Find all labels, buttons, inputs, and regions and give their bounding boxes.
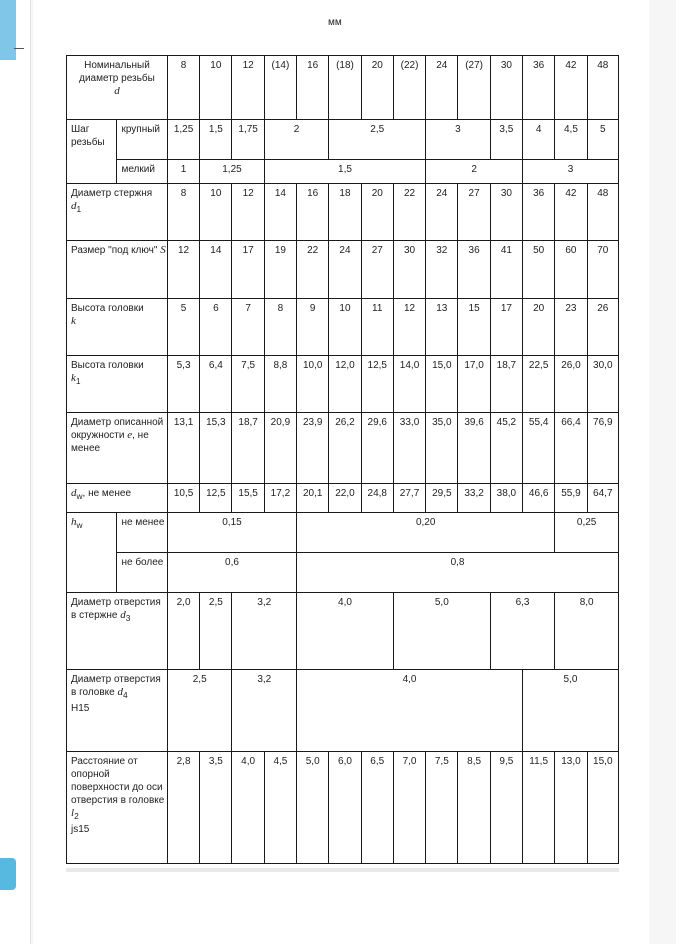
table-cell: 1 xyxy=(167,160,199,184)
table-cell: 0,15 xyxy=(167,513,296,553)
table-row-shank-diameter xyxy=(67,184,619,241)
table-cell: 36 xyxy=(458,241,490,299)
table-cell: 14,0 xyxy=(393,356,425,413)
left-sidebar-rail xyxy=(0,0,31,944)
table-cell: 33,0 xyxy=(393,413,425,484)
table-cell: 32 xyxy=(426,241,458,299)
label-suffix: , не менее xyxy=(71,430,149,454)
table-cell: 20 xyxy=(361,184,393,241)
table-cell: 27 xyxy=(458,184,490,241)
row-label xyxy=(67,184,168,241)
table-cell: 15,3 xyxy=(200,413,232,484)
table-cell: 41 xyxy=(490,241,522,299)
table-cell: 18,7 xyxy=(490,356,522,413)
table-cell: 0,6 xyxy=(167,553,296,593)
table-cell: 6 xyxy=(200,299,232,356)
table-cell: 15,5 xyxy=(232,484,264,513)
symbol-subscript: w xyxy=(76,520,83,530)
tolerance: H15 xyxy=(71,703,90,714)
table-cell: 48 xyxy=(587,184,618,241)
table-cell: 12 xyxy=(167,241,199,299)
table-cell: 10 xyxy=(200,56,232,120)
label-text: Номинальный диаметр резьбы xyxy=(79,60,155,84)
table-cell: 8 xyxy=(167,184,199,241)
table-cell: 29,5 xyxy=(426,484,458,513)
sub-label: мелкий xyxy=(117,160,167,184)
row-label xyxy=(67,241,168,299)
table-cell: 3,5 xyxy=(490,120,522,160)
symbol-subscript: 1 xyxy=(75,376,81,386)
symbol-subscript: 2 xyxy=(74,811,79,821)
table-cell: 2 xyxy=(264,120,329,160)
symbol: h xyxy=(71,516,77,528)
table-row-circumscribed-diameter xyxy=(67,413,619,484)
label-text: Диаметр отверстия в головке xyxy=(71,674,161,698)
label-text: Высота головки xyxy=(71,303,144,314)
sub-label: не более xyxy=(117,553,167,593)
table-cell: 0,25 xyxy=(555,513,619,553)
row-label xyxy=(67,299,168,356)
table-cell: 4,0 xyxy=(232,752,264,864)
table-cell: 12 xyxy=(393,299,425,356)
row-label xyxy=(67,56,168,120)
table-cell: 55,9 xyxy=(555,484,587,513)
label-text: Расстояние от опорной поверхности до оси отверстия в головке xyxy=(71,756,165,806)
row-label xyxy=(67,513,117,593)
table-cell: 13,1 xyxy=(167,413,199,484)
table-cell: 1,25 xyxy=(200,160,265,184)
symbol: d xyxy=(71,487,77,499)
table-row-shank-hole-diameter xyxy=(67,593,619,670)
table-cell: 14 xyxy=(264,184,296,241)
table-cell: 5,0 xyxy=(523,670,619,752)
table-cell: 2,5 xyxy=(167,670,232,752)
symbol: d xyxy=(117,686,124,698)
label-suffix: , не менее xyxy=(82,488,132,499)
table-cell: 12,0 xyxy=(329,356,361,413)
table-cell: 27 xyxy=(361,241,393,299)
table-cell: 4,0 xyxy=(297,593,394,670)
table-cell: (14) xyxy=(264,56,296,120)
table-cell: 2 xyxy=(426,160,523,184)
table-cell: 50 xyxy=(523,241,555,299)
table-cell: 8,8 xyxy=(264,356,296,413)
table-cell: 24 xyxy=(329,241,361,299)
table-cell: 17,2 xyxy=(264,484,296,513)
divider xyxy=(14,48,24,49)
table-cell: 36 xyxy=(523,56,555,120)
table-cell: 27,7 xyxy=(393,484,425,513)
symbol: d xyxy=(120,609,126,621)
table-cell: 13 xyxy=(426,299,458,356)
table-cell: 22 xyxy=(297,241,329,299)
table-cell: 6,3 xyxy=(490,593,555,670)
table-cell: 6,4 xyxy=(200,356,232,413)
table-cell: 1,25 xyxy=(167,120,199,160)
table-cell: 16 xyxy=(297,56,329,120)
table-row-bearing-diameter xyxy=(67,484,619,513)
table-cell: 24 xyxy=(426,184,458,241)
table-cell: 20 xyxy=(361,56,393,120)
tolerance: js15 xyxy=(71,824,90,835)
units-label: мм xyxy=(328,17,342,28)
table-cell: 15,0 xyxy=(426,356,458,413)
table-cell: 26,0 xyxy=(555,356,587,413)
table-cell: 17,0 xyxy=(458,356,490,413)
table-cell: 7,5 xyxy=(426,752,458,864)
table-row-pitch-fine xyxy=(67,160,619,184)
table-cell: 17 xyxy=(490,299,522,356)
table-cell: 1,5 xyxy=(200,120,232,160)
table-cell: 2,8 xyxy=(167,752,199,864)
table-cell: 76,9 xyxy=(587,413,618,484)
table-cell: 5,0 xyxy=(393,593,490,670)
symbol: d xyxy=(114,85,120,97)
table-cell: 42 xyxy=(555,56,587,120)
row-label xyxy=(67,413,168,484)
sidebar-tab[interactable] xyxy=(0,0,16,60)
table-cell: 5,0 xyxy=(297,752,329,864)
page-bottom-strip xyxy=(66,868,619,872)
table-cell: 7,0 xyxy=(393,752,425,864)
table-cell: 7 xyxy=(232,299,264,356)
table-cell: 3,2 xyxy=(232,670,297,752)
table-cell: 10,5 xyxy=(167,484,199,513)
table-cell: (22) xyxy=(393,56,425,120)
table-row-hw-min xyxy=(67,513,619,553)
row-label xyxy=(67,593,168,670)
table-cell: 11,5 xyxy=(523,752,555,864)
table-row-hole-axis-distance xyxy=(67,752,619,864)
sub-label: не менее xyxy=(117,513,167,553)
table-row-pitch-coarse xyxy=(67,120,619,160)
table-row-wrench-size xyxy=(67,241,619,299)
table-cell: 10,0 xyxy=(297,356,329,413)
table-cell: 5 xyxy=(167,299,199,356)
table-cell: 20,9 xyxy=(264,413,296,484)
table-cell: 22,5 xyxy=(523,356,555,413)
table-cell: 23,9 xyxy=(297,413,329,484)
row-label xyxy=(67,670,168,752)
table-cell: 24 xyxy=(426,56,458,120)
table-cell: 19 xyxy=(264,241,296,299)
symbol: k xyxy=(71,315,76,327)
table-cell: 8 xyxy=(264,299,296,356)
table-cell: 3,5 xyxy=(200,752,232,864)
symbol-subscript: 3 xyxy=(125,613,131,623)
table-cell: 4,0 xyxy=(297,670,523,752)
label-text: Высота головки xyxy=(71,360,144,371)
table-cell: 26 xyxy=(587,299,618,356)
table-cell: 42 xyxy=(555,184,587,241)
table-cell: 5,3 xyxy=(167,356,199,413)
table-row-head-height xyxy=(67,299,619,356)
table-cell: 7,5 xyxy=(232,356,264,413)
table-row-nominal-diameter xyxy=(67,56,619,120)
table-cell: 8,5 xyxy=(458,752,490,864)
table-cell: 4 xyxy=(523,120,555,160)
table-cell: 2,0 xyxy=(167,593,199,670)
table-cell: 22 xyxy=(393,184,425,241)
table-cell: (27) xyxy=(458,56,490,120)
table-cell: 8,0 xyxy=(555,593,619,670)
table-row-head-hole-diameter xyxy=(67,670,619,752)
table-cell: 33,2 xyxy=(458,484,490,513)
table-cell: 5 xyxy=(587,120,618,160)
table-cell: 2,5 xyxy=(200,593,232,670)
row-label: Шаг резьбы xyxy=(67,120,117,184)
label-text: Диаметр описанной окружности xyxy=(71,417,164,441)
table-cell: 10 xyxy=(200,184,232,241)
table-cell: 30 xyxy=(393,241,425,299)
row-label xyxy=(67,484,168,513)
table-cell: 1,75 xyxy=(232,120,264,160)
table-row-head-height-k1 xyxy=(67,356,619,413)
table-cell: 6,5 xyxy=(361,752,393,864)
dimensions-table xyxy=(66,55,619,864)
table-cell: 24,8 xyxy=(361,484,393,513)
table-cell: 39,6 xyxy=(458,413,490,484)
table-cell: 3,2 xyxy=(232,593,297,670)
label-text: Размер "под ключ" xyxy=(71,245,158,256)
table-cell: 11 xyxy=(361,299,393,356)
table-cell: 10 xyxy=(329,299,361,356)
table-cell: 70 xyxy=(587,241,618,299)
table-cell: 15 xyxy=(458,299,490,356)
sub-label: крупный xyxy=(117,120,167,160)
table-cell: 23 xyxy=(555,299,587,356)
symbol-subscript: w xyxy=(76,491,83,501)
symbol: d xyxy=(71,200,77,212)
table-cell: 15,0 xyxy=(587,752,618,864)
table-cell: 30 xyxy=(490,56,522,120)
table-cell: 45,2 xyxy=(490,413,522,484)
table-cell: 0,8 xyxy=(297,553,619,593)
table-cell: 20,1 xyxy=(297,484,329,513)
table-cell: 3 xyxy=(426,120,491,160)
table-cell: 14 xyxy=(200,241,232,299)
table-cell: 35,0 xyxy=(426,413,458,484)
table-cell: 26,2 xyxy=(329,413,361,484)
table-cell: 17 xyxy=(232,241,264,299)
symbol: l xyxy=(71,807,75,819)
symbol: k xyxy=(71,372,76,384)
table-cell: 55,4 xyxy=(523,413,555,484)
symbol-subscript: 4 xyxy=(123,690,128,700)
table-cell: 18,7 xyxy=(232,413,264,484)
table-cell: 13,0 xyxy=(555,752,587,864)
table-cell: 12 xyxy=(232,184,264,241)
table-cell: 3 xyxy=(523,160,619,184)
table-cell: 66,4 xyxy=(555,413,587,484)
table-cell: 12 xyxy=(232,56,264,120)
label-text: Диаметр отверстия в стержне xyxy=(71,597,161,621)
table-cell: 20 xyxy=(523,299,555,356)
row-label xyxy=(67,752,168,864)
table-cell: 38,0 xyxy=(490,484,522,513)
table-cell: 60 xyxy=(555,241,587,299)
table-cell: 22,0 xyxy=(329,484,361,513)
label-text: Диаметр стержня xyxy=(71,188,153,199)
table-cell: 0,20 xyxy=(297,513,555,553)
symbol: e xyxy=(127,429,133,441)
symbol: S xyxy=(160,244,166,256)
table-cell: 18 xyxy=(329,184,361,241)
table-cell: 9 xyxy=(297,299,329,356)
table-cell: 12,5 xyxy=(361,356,393,413)
table-cell: 1,5 xyxy=(264,160,425,184)
table-cell: 4,5 xyxy=(555,120,587,160)
table-row-hw-max xyxy=(67,553,619,593)
row-label xyxy=(67,356,168,413)
table-cell: 30,0 xyxy=(587,356,618,413)
table-cell: 4,5 xyxy=(264,752,296,864)
table-cell: 46,6 xyxy=(523,484,555,513)
table-cell: 8 xyxy=(167,56,199,120)
table-cell: 30 xyxy=(490,184,522,241)
table-cell: 12,5 xyxy=(200,484,232,513)
document-page xyxy=(33,0,649,944)
table-cell: 6,0 xyxy=(329,752,361,864)
table-cell: 64,7 xyxy=(587,484,618,513)
table-cell: 36 xyxy=(523,184,555,241)
table-cell: 29,6 xyxy=(361,413,393,484)
expand-panel-button[interactable] xyxy=(0,858,16,890)
symbol-subscript: 1 xyxy=(76,204,82,214)
table-cell: 9,5 xyxy=(490,752,522,864)
table-cell: 48 xyxy=(587,56,618,120)
table-cell: 2,5 xyxy=(329,120,426,160)
table-cell: (18) xyxy=(329,56,361,120)
table-cell: 16 xyxy=(297,184,329,241)
